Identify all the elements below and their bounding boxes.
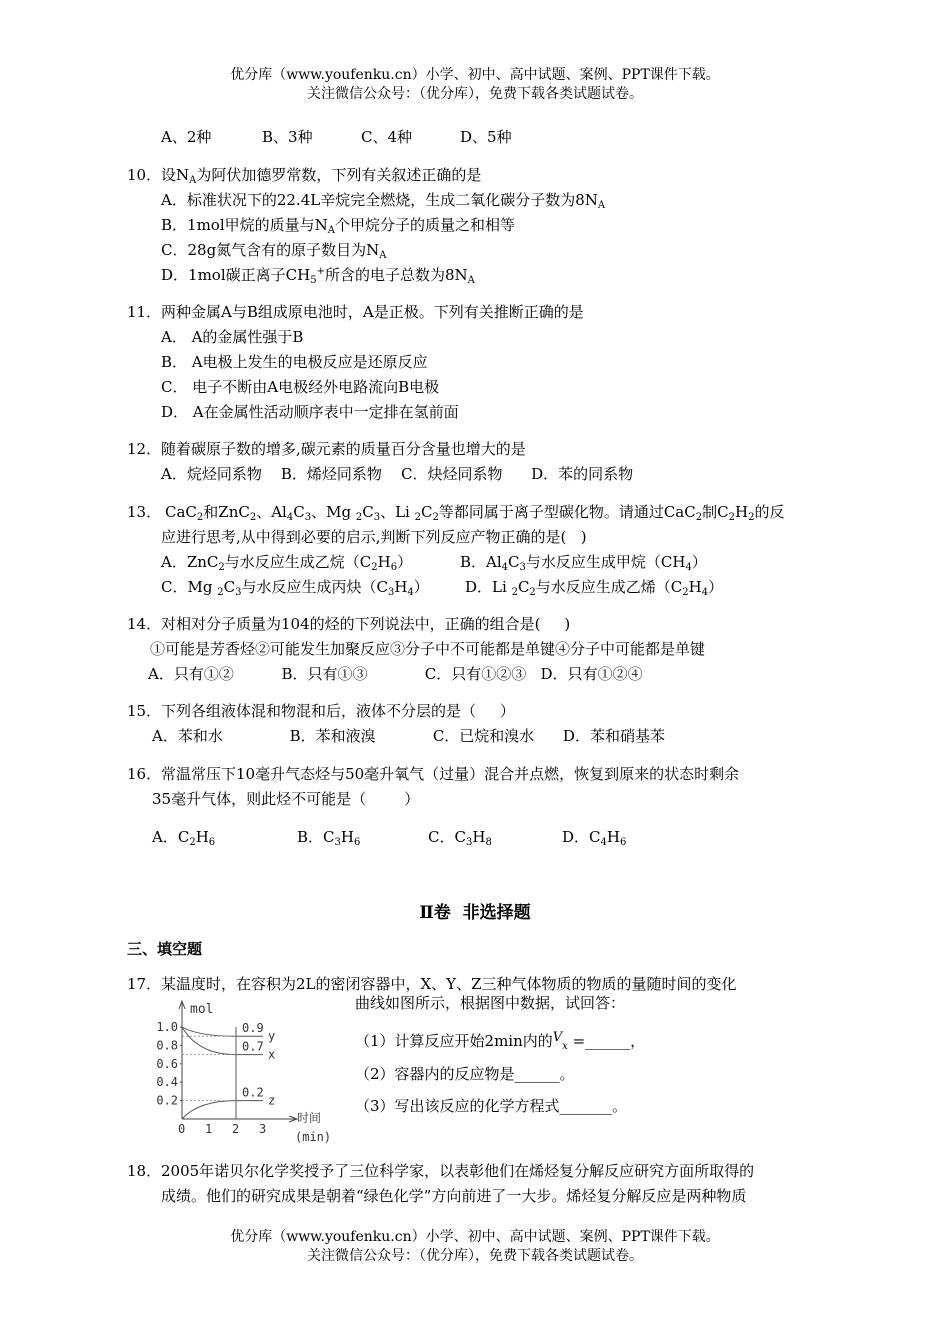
value-label-z: 0.2 (242, 1085, 264, 1100)
q11-option-d: D． A在金属性活动顺序表中一定排在氢前面 (161, 403, 459, 421)
x-tick-label: 2 (232, 1122, 240, 1136)
footer-line-1: 优分库（www.youfenku.cn）小学、初中、高中试题、案例、PPT课件下载。 (230, 1229, 720, 1245)
x-tick-label: 1 (205, 1122, 213, 1136)
series-name-x: x (268, 1047, 276, 1062)
q14-number: 14． (127, 615, 162, 633)
q13-option-b: B．$Al_4C_3$与水反应生成甲烷$(CH_4)$ (460, 553, 707, 573)
q16-option-a: A．$C_2H_6$ (152, 828, 216, 848)
q12-options: A．烷烃同系物 B．烯烃同系物 C．炔烃同系物 D．苯的同系物 (161, 465, 634, 483)
q16-stem-line-2: 35毫升气体，则此烃不可能是（ ） (152, 790, 420, 808)
q13-option-a: A．ZnC$_2$与水反应生成乙烷$(C_2H_6)$ (161, 553, 413, 573)
q15-number: 15． (127, 702, 162, 720)
q10-number: 10． (127, 166, 162, 184)
q9-option-c: C、4种 (361, 128, 413, 146)
q9-option-b: B、3种 (262, 128, 313, 146)
y-tick-label: 0.2 (156, 1093, 178, 1108)
q16-stem-line-1: 常温常压下10毫升气态烃与50毫升氧气（过量）混合并点燃，恢复到原来的状态时剩余 (161, 765, 740, 783)
q9-option-a: A、2种 (161, 128, 212, 146)
q18-number: 18． (127, 1162, 162, 1180)
q17-stem-line-1: 某温度时，在容积为2L的密闭容器中，X、Y、Z三种气体物质的物质的量随时间的变化 (161, 975, 737, 993)
x-axis-label: 时间 (297, 1111, 322, 1125)
q16-option-b: B．$C_3H_6$ (297, 828, 361, 848)
header-line-1: 优分库（www.youfenku.cn）小学、初中、高中试题、案例、PPT课件下载。 (230, 67, 720, 83)
q17-sub2: （2）容器内的反应物是______。 (355, 1065, 575, 1083)
value-label-x: 0.7 (242, 1039, 264, 1054)
q10-option-a: A．标准状况下的22.4L辛烷完全燃烧，生成二氧化碳分子数为$8N_A$ (161, 191, 606, 211)
q13-number: 13． (127, 503, 162, 521)
q11-option-b: B． A电极上发生的电极反应是还原反应 (161, 353, 428, 371)
q16-option-d: D．$C_4H_6$ (562, 828, 627, 848)
q12-number: 12． (127, 440, 162, 458)
value-label-y: 0.9 (242, 1021, 264, 1036)
x-tick-label: 3 (259, 1122, 267, 1136)
header-line-2: 关注微信公众号：（优分库），免费下载各类试题试卷。 (307, 86, 643, 102)
part2-title: Ⅱ卷 非选择题 (419, 903, 531, 923)
y-tick-label: 0.4 (156, 1075, 178, 1090)
q14-statements: ①可能是芳香烃②可能发生加聚反应③分子中不可能都是单键④分子中可能都是单键 (150, 640, 706, 658)
q11-stem: 两种金属A与B组成原电池时，A是正极。下列有关推断正确的是 (161, 303, 584, 321)
y-tick-label: 1.0 (156, 1020, 178, 1034)
q14-stem: 对相对分子质量为104的烃的下列说法中，正确的组合是( ) (161, 615, 571, 633)
series-line-z (182, 1101, 263, 1119)
q10-stem: 设$N_A$为阿伏加德罗常数，下列有关叙述正确的是 (161, 166, 482, 186)
q11-number: 11． (127, 303, 162, 321)
q12-stem: 随着碳原子数的增多,碳元素的质量百分含量也增大的是 (161, 440, 526, 458)
q11-option-a: A． A的金属性强于B (161, 328, 304, 346)
x-tick-label: 0 (178, 1122, 186, 1136)
q9-option-d: D、5种 (460, 128, 512, 146)
series-name-z: z (268, 1093, 276, 1108)
q15-options: A．苯和水 B．苯和液溴 C．已烷和溴水 D．苯和硝基苯 (152, 727, 665, 745)
q17-sub1: （1）计算反应开始2min内的$V_x$ =______， (355, 1030, 646, 1052)
footer-line-2: 关注微信公众号：（优分库），免费下载各类试题试卷。 (307, 1248, 643, 1264)
q13-stem-line-2: 应进行思考,从中得到必要的启示,判断下列反应产物正确的是( ) (161, 528, 587, 546)
q16-number: 16． (127, 765, 162, 783)
q18-stem-line-1: 2005年诺贝尔化学奖授予了三位科学家，以表彰他们在烯烃复分解反应研究方面所取得的 (161, 1162, 755, 1180)
q17-stem-line-2: 曲线如图所示，根据图中数据，试回答： (355, 994, 626, 1012)
q14-options: A．只有①② B．只有①③ C．只有①②③ D．只有①②④ (148, 665, 643, 683)
q17-number: 17． (127, 975, 162, 993)
q13-option-c: C．Mg $_2C_3$与水反应生成丙炔$(C_3H_4)$ (161, 578, 429, 598)
x-axis-unit: (min) (295, 1130, 332, 1144)
q11-option-c: C． 电子不断由A电极经外电路流向B电极 (161, 378, 440, 396)
q17-sub3: （3）写出该反应的化学方程式_______。 (355, 1097, 628, 1115)
q13-option-d: D．Li $_2C_2$与水反应生成乙烯$(C_2H_4)$ (465, 578, 724, 598)
q16-option-c: C．$C_3H_8$ (428, 828, 492, 848)
q17-chart (145, 995, 345, 1145)
y-tick-label: 0.8 (156, 1038, 178, 1053)
q18-stem-line-2: 成绩。他们的研究成果是朝着“绿色化学”方向前进了一大步。烯烃复分解反应是两种物质 (161, 1187, 747, 1205)
section3-title: 三、填空题 (127, 940, 203, 958)
q10-option-b: B．1mol甲烷的质量与$N_A$个甲烷分子的质量之和相等 (161, 216, 515, 236)
q10-option-d: D．1mol碳正离子$CH_5^+$所含的电子总数为$8N_A$ (161, 266, 475, 286)
q10-option-c: C．28g氮气含有的原子数目为$N_A$ (161, 241, 387, 261)
q15-stem: 下列各组液体混和物混和后，液体不分层的是（ ） (161, 702, 515, 720)
y-axis-label: mol (190, 1002, 214, 1017)
q13-stem-line-1: CaC$_2$和ZnC$_2$、$Al_4C_3$、Mg $_2C_3$、Li $_2C_2$等都同属于离子型碳化物。请通过CaC$_2$制$C_2H_2$的反 (165, 503, 785, 523)
series-name-y: y (268, 1029, 276, 1044)
y-tick-label: 0.6 (156, 1056, 178, 1071)
